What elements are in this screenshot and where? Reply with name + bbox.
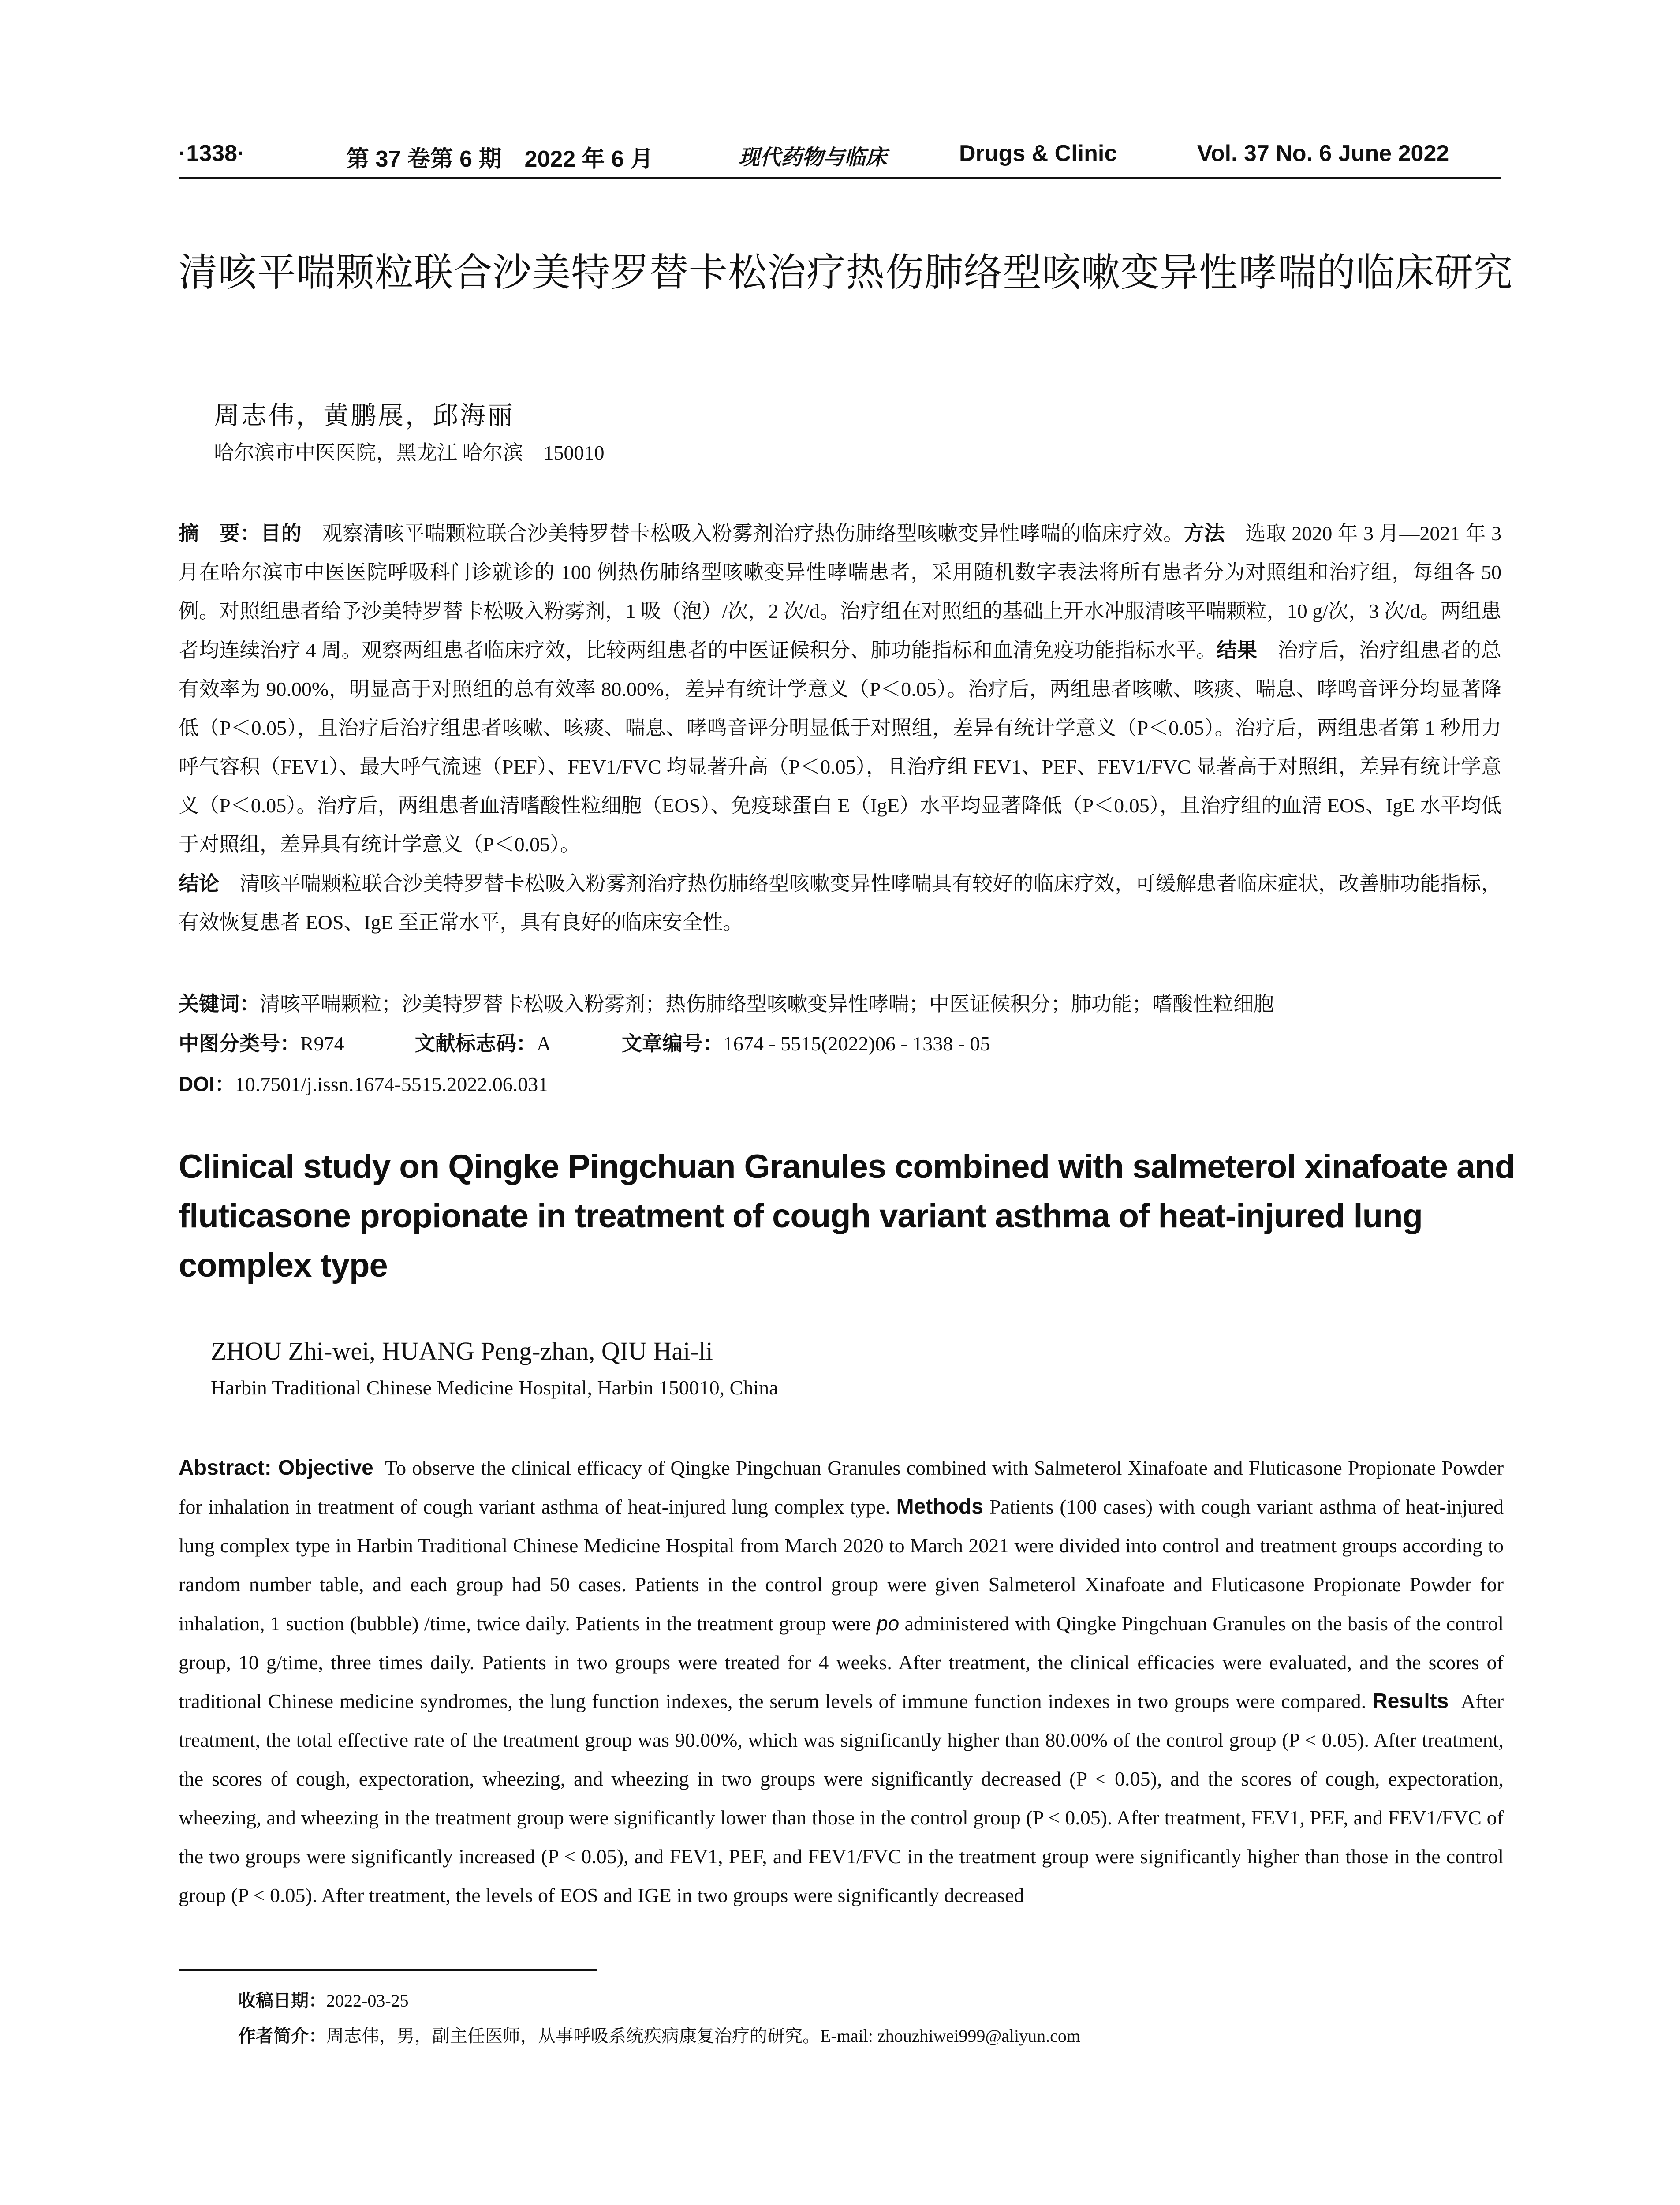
keywords-line xyxy=(179,988,1274,1017)
objective-label-en: Objective xyxy=(278,1456,373,1480)
author-bio: 周志伟，男，副主任医师，从事呼吸系统疾病康复治疗的研究。E-mail: zhouzhiwei999@aliyun.com xyxy=(326,2026,1081,2046)
objective-text-cn: 观察清咳平喘颗粒联合沙美特罗替卡松吸入粉雾剂治疗热伤肺络型咳嗽变异性哮喘的临床疗效。 xyxy=(322,522,1184,545)
results-text-cn: 治疗后，治疗组患者的总有效率为 90.00%，明显高于对照组的总有效率 80.00%，差异有统计学意义（P＜0.05）。治疗后，两组患者咳嗽、咳痰、喘息、哮鸣音评分均显著降低（P＜0.05），且治疗后治疗组患者咳嗽、咳痰、喘息、哮鸣音评分明显低于对照组，差异有统计学意义（P＜0.05）。治疗后，两组患者第 1 秒用力呼气容积（FEV1）、最大呼气流速（PEF）、FEV1/FVC 均显著升高（P＜0.05），且治疗组 FEV1、PEF、FEV1/FVC 显著高于对照组，差异有统计学意义（P＜0.05）。治疗后，两组患者血清嗜酸性粒细胞（EOS）、免疫球蛋白 E（IgE）水平均显著降低（P＜0.05），且治疗组的血清 EOS、IgE 水平均低于对照组，差异具有统计学意义（P＜0.05）。 xyxy=(179,639,1502,856)
doc-code-value: A xyxy=(536,1032,551,1055)
authors-en: ZHOU Zhi-wei, HUANG Peng-zhan, QIU Hai-li xyxy=(211,1337,713,1365)
doi-value: 10.7501/j.issn.1674-5515.2022.06.031 xyxy=(235,1073,549,1095)
journal-name-cn: 现代药物与临床 xyxy=(739,145,887,170)
objective-text-en: To observe the clinical efficacy of Qingke Pingchuan Granules combined with Salmeterol Xinafoate and Fluticasone Propionate Powder for inhalation in treatment of cough variant asthma of heat-injured lung complex type. xyxy=(179,1457,1504,1518)
abstract-label-en: Abstract: xyxy=(179,1456,278,1480)
running-header xyxy=(179,140,1501,176)
conclusion-text-cn: 清咳平喘颗粒联合沙美特罗替卡松吸入粉雾剂治疗热伤肺络型咳嗽变异性哮喘具有较好的临床疗效，可缓解患者临床症状，改善肺功能指标，有效恢复患者 EOS、IgE 至正常水平，具有良好的临床安全性。 xyxy=(179,872,1501,934)
methods-po: po xyxy=(876,1612,900,1635)
keywords: 清咳平喘颗粒；沙美特罗替卡松吸入粉雾剂；热伤肺络型咳嗽变异性哮喘；中医证候积分；肺功能；嗜酸性粒细胞 xyxy=(260,993,1274,1015)
journal-name-en: Drugs & Clinic xyxy=(959,141,1117,166)
methods-text-en-a: Patients (100 cases) with cough variant asthma of heat-injured lung complex type in Harbin Traditional Chinese Medicine Hospital from March 2020 to March 2021 were divided into control and treatment groups according to random number table, and each group had 50 cases. Patients in the control group were given Salmeterol Xinafoate and Fluticasone Propionate Powder for inhalation, 1 suction (bubble) /time, twice daily. Patients in the treatment group were xyxy=(179,1495,1504,1635)
methods-text-en-b: administered with Qingke Pingchuan Granules on the basis of the control group, 10 g/time, three times daily. Patients in two groups were treated for 4 weeks. After treatment, the clinical efficacies were evaluated, and the scores of traditional Chinese medicine syndromes, the lung function indexes, the serum levels of immune function indexes in two groups were compared. xyxy=(179,1612,1504,1712)
clc-value: R974 xyxy=(300,1032,344,1055)
results-text-en: After treatment, the total effective rate of the treatment group was 90.00%, which was significantly higher than 80.00% of the control group (P < 0.05). After treatment, the scores of cough, expectoration, wheezing, and wheezing in two groups were significantly decreased (P < 0.05), and the scores of cough, expectoration, wheezing, and wheezing in the treatment group were significantly lower than those in the control group (P < 0.05). After treatment, FEV1, PEF, and FEV1/FVC of the two groups were significantly increased (P < 0.05), and FEV1, PEF, and FEV1/FVC in the treatment group were significantly higher than those in the control group (P < 0.05). After treatment, the levels of EOS and IGE in two groups were significantly decreased xyxy=(179,1690,1504,1906)
volume-issue-en: Vol. 37 No. 6 June 2022 xyxy=(1197,141,1449,166)
methods-label-cn: 方法 xyxy=(1183,522,1225,545)
authors-cn: 周志伟，黄鹏展，邱海丽 xyxy=(214,401,515,430)
received-date: 2022-03-25 xyxy=(326,1991,409,2011)
classification-line xyxy=(179,1028,990,1057)
doc-code-label: 文献标志码： xyxy=(414,1032,537,1055)
page-number: ·1338· xyxy=(179,141,245,166)
clc-label: 中图分类号： xyxy=(179,1032,300,1055)
affiliation-en: Harbin Traditional Chinese Medicine Hospital, Harbin 150010, China xyxy=(211,1376,778,1399)
abstract-label-cn: 摘 要： xyxy=(179,522,261,545)
author-bio-label: 作者简介： xyxy=(238,2026,326,2046)
results-label-cn: 结果 xyxy=(1217,639,1258,662)
doi-line xyxy=(179,1068,548,1097)
keywords-label: 关键词： xyxy=(179,992,260,1015)
results-label-en: Results xyxy=(1372,1689,1449,1713)
footnote-received xyxy=(238,1987,409,2012)
objective-label-cn: 目的 xyxy=(261,522,302,545)
affiliation-cn: 哈尔滨市中医医院，黑龙江 哈尔滨 150010 xyxy=(214,441,605,464)
methods-label-en: Methods xyxy=(896,1495,983,1518)
article-no-value: 1674 - 5515(2022)06 - 1338 - 05 xyxy=(723,1032,990,1055)
abstract-cn xyxy=(179,514,1501,942)
conclusion-label-cn: 结论 xyxy=(179,872,220,895)
footnote-rule xyxy=(179,1969,597,1971)
methods-text-cn: 选取 2020 年 3 月—2021 年 3 月在哈尔滨市中医医院呼吸科门诊就诊的 100 例热伤肺络型咳嗽变异性哮喘患者，采用随机数字表法将所有患者分为对照组和治疗组，每组各 50 例。对照组患者给予沙美特罗替卡松吸入粉雾剂，1 吸（泡）/次，2 次/d。治疗组在对照组的基础上开水冲服清咳平喘颗粒，10 g/次，3 次/d。两组患者均连续治疗 4 周。观察两组患者临床疗效，比较两组患者的中医证候积分、肺功能指标和血清免疫功能指标水平。 xyxy=(179,522,1502,662)
article-no-label: 文章编号： xyxy=(621,1032,723,1055)
header-rule xyxy=(179,177,1501,179)
doi-label: DOI： xyxy=(179,1073,235,1095)
footnote-author-bio xyxy=(238,2022,1080,2047)
article-title-cn: 清咳平喘颗粒联合沙美特罗替卡松治疗热伤肺络型咳嗽变异性哮喘的临床研究 xyxy=(179,250,1513,294)
abstract-en xyxy=(179,1449,1504,1915)
received-label: 收稿日期： xyxy=(238,1991,326,2011)
volume-issue-cn: 第 37 卷第 6 期 2022 年 6 月 xyxy=(346,146,653,172)
article-title-en: Clinical study on Qingke Pingchuan Granules combined with salmeterol xinafoate and fluticasone propionate in treatment of cough variant asthma of heat-injured lung complex type xyxy=(179,1148,1515,1284)
